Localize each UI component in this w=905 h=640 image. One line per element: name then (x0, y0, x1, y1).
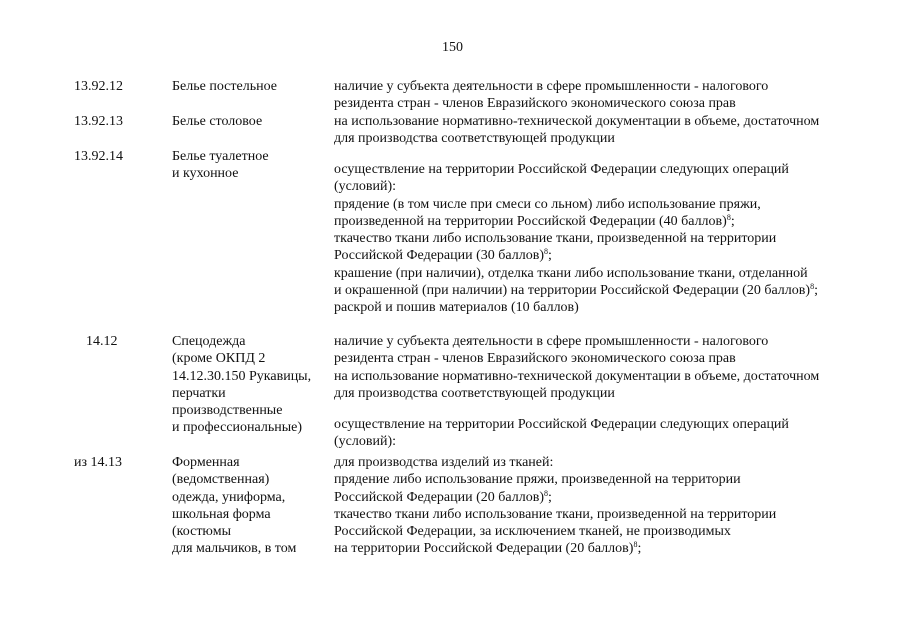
product-name-line: (кроме ОКПД 2 (172, 351, 266, 367)
requirement-line: ткачество ткани либо использование ткани, произведенной на территории (334, 231, 777, 247)
product-name (172, 333, 330, 437)
product-name-line: и кухонное (172, 166, 239, 182)
requirement-text: произведенной на территории Российской Федерации (40 баллов) (334, 213, 727, 229)
product-name-line: для мальчиков, в том (172, 541, 297, 557)
requirement-line: ткачество ткани либо использование ткани, произведенной на территории (334, 506, 777, 522)
line-suffix: ; (547, 489, 552, 505)
requirements-text (334, 333, 894, 451)
product-name-line: (костюмы (172, 524, 231, 540)
requirement-line: (условий): (334, 434, 397, 450)
product-name (172, 78, 330, 95)
requirement-line: Российской Федерации, за исключением тканей, не производимых (334, 524, 731, 540)
requirement-line: осуществление на территории Российской Федерации следующих операций (334, 417, 789, 433)
product-name-line: 14.12.30.150 Рукавицы, (172, 368, 312, 384)
requirement-line: на использование нормативно-технической документации в объеме, достаточном (334, 114, 820, 129)
requirement-line: осуществление на территории Российской Федерации следующих операций (334, 162, 789, 177)
footnote-mark: 8 (543, 247, 548, 257)
requirement-text: Российской Федерации (20 баллов) (334, 489, 544, 505)
page-number: 150 (442, 40, 463, 55)
line-suffix: ; (814, 283, 818, 299)
product-name-line: одежда, униформа, (172, 489, 286, 505)
footnote-mark: 8 (810, 282, 815, 292)
requirement-line: раскрой и пошив материалов (10 баллов) (334, 300, 579, 316)
requirement-line (334, 213, 894, 230)
requirement-line: наличие у субъекта деятельности в сфере промышленности - налогового (334, 79, 769, 94)
product-name-line: производственные (172, 403, 283, 419)
requirements-text (334, 161, 894, 317)
line-suffix: ; (730, 213, 735, 229)
requirements-text (334, 78, 894, 113)
requirement-text: на территории Российской Федерации (20 баллов) (334, 541, 634, 557)
requirement-text: и окрашенной (при наличии) на территории Российской Федерации (20 баллов) (334, 283, 811, 299)
requirement-line: для производства соответствующей продукции (334, 385, 615, 401)
product-name (172, 113, 330, 130)
product-name-line: Белье туалетное (172, 149, 269, 164)
requirement-line: резидента стран - членов Евразийского экономического союза прав (334, 351, 736, 367)
footnote-mark: 8 (543, 488, 548, 498)
requirement-line: резидента стран - членов Евразийского экономического союза прав (334, 96, 736, 112)
requirements-text (334, 113, 894, 148)
line-suffix: ; (547, 248, 552, 264)
okpd-code: 14.12 (86, 334, 118, 349)
okpd-code: из 14.13 (74, 455, 123, 470)
product-name-line: Белье постельное (172, 79, 277, 94)
product-name (172, 454, 330, 558)
requirement-line: для производства соответствующей продукции (334, 131, 615, 147)
requirement-line: (условий): (334, 179, 397, 195)
product-name-line: Спецодежда (172, 334, 246, 349)
product-name-line: (ведомственная) (172, 472, 270, 488)
requirement-line (334, 282, 894, 299)
requirement-line (334, 489, 894, 506)
requirement-text: Российской Федерации (30 баллов) (334, 248, 544, 264)
okpd-code: 13.92.12 (74, 79, 123, 94)
product-name-line: перчатки (172, 385, 226, 401)
requirement-line: для производства изделий из тканей: (334, 455, 554, 470)
okpd-code: 13.92.14 (74, 149, 123, 164)
requirement-line: прядение (в том числе при смеси со льном) либо использование пряжи, (334, 196, 761, 212)
line-suffix: ; (637, 541, 642, 557)
okpd-code: 13.92.13 (74, 114, 123, 129)
requirements-text (334, 454, 894, 558)
requirement-line (334, 540, 894, 557)
product-name-line: Белье столовое (172, 114, 263, 129)
product-name-line: Форменная (172, 455, 240, 470)
product-name-line: школьная форма (172, 506, 271, 522)
requirement-line (334, 247, 894, 264)
footnote-mark: 8 (633, 540, 638, 550)
product-name (172, 148, 330, 183)
requirement-line: на использование нормативно-технической документации в объеме, достаточном (334, 368, 820, 384)
footnote-mark: 8 (726, 212, 731, 222)
requirement-line: крашение (при наличии), отделка ткани либо использование ткани, отделанной (334, 265, 808, 281)
product-name-line: и профессиональные) (172, 420, 303, 436)
requirement-line: прядение либо использование пряжи, произведенной на территории (334, 472, 741, 488)
requirement-line: наличие у субъекта деятельности в сфере промышленности - налогового (334, 334, 769, 349)
